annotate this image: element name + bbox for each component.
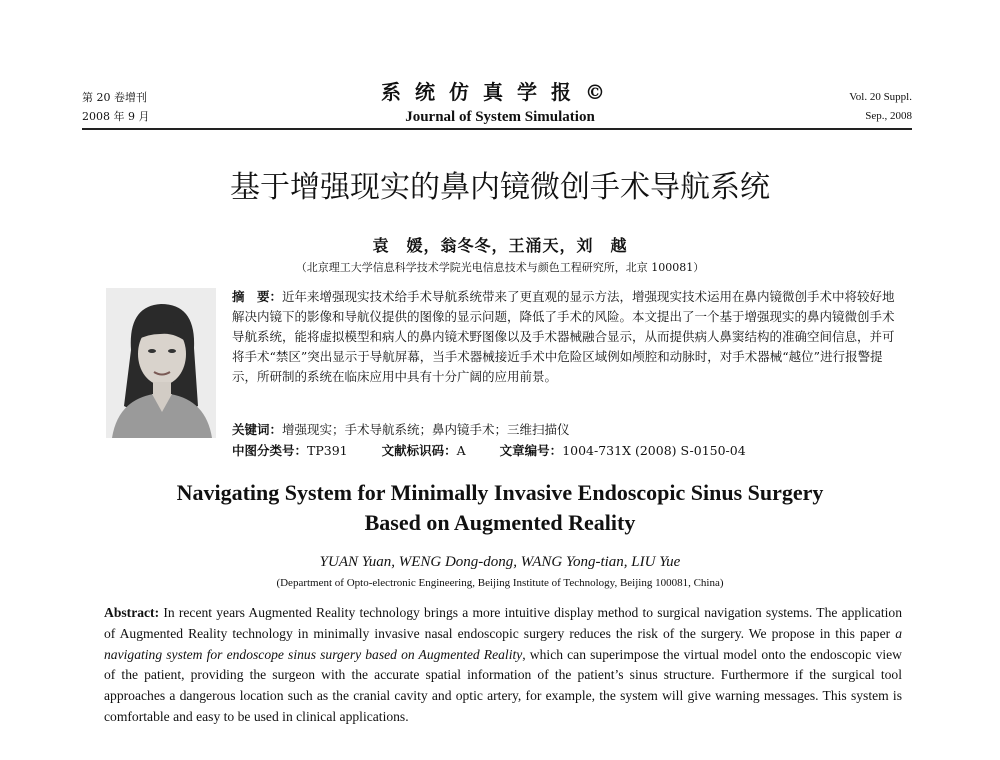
header-right <box>849 88 912 126</box>
publication-date-en: Sep., 2008 <box>865 110 912 122</box>
clc-label: 中图分类号： <box>232 443 308 458</box>
header-rule <box>82 128 912 130</box>
volume-issue: 第 20 卷增刊 <box>82 91 147 104</box>
abstract-en-text-1: In recent years Augmented Reality technology brings a more intuitive display method to surgical navigation systems. The application of Augmented Reality technology in minimally invasive nasal endoscopic surgery reduces the risk of the surgery. We propose in this paper <box>104 605 902 641</box>
doc-code-label: 文献标识码： <box>381 443 457 458</box>
abstract-cn-text: 近年来增强现实技术给手术导航系统带来了更直观的显示方法，增强现实技术运用在鼻内镜微创手术中将较好地解决内镜下的影像和导航仪提供的图像的显示问题，降低了手术的风险。本文提出了一个基于增强现实的鼻内镜微创手术导航系统，能将虚拟模型和病人的鼻内镜术野图像以及手术器械融合显示，从而提供病人鼻窦结构的准确空间信息，并可将手术“禁区”突出显示于导航屏幕，当手术器械接近手术中危险区域例如颅腔和动脉时，对手术器械“越位”进行报警提示，所研制的系统在临床应用中具有十分广阔的应用前景。 <box>232 289 895 384</box>
paper-title-en-line1: Navigating System for Minimally Invasive Endoscopic Sinus Surgery <box>176 480 824 505</box>
volume-en: Vol. 20 Suppl. <box>849 91 912 103</box>
affiliation-cn: （北京理工大学信息科学技术学院光电信息技术与颜色工程研究所，北京 100081） <box>295 261 705 274</box>
abstract-en-text-2: , which can superimpose the virtual model onto the endoscopic view of the patient, providing the surgeon with the accurate spatial information of the patient’s sinus structure. Furthermore if the surgical tool approaches a dangerous location such as the cranial cavity and optic artery, for example, the system will give warning messages. This system is comfortable and easy to be used in clinical applications. <box>104 646 902 724</box>
article-number-label: 文章编号： <box>499 443 563 458</box>
authors-en: YUAN Yuan, WENG Dong-dong, WANG Yong-tian, LIU Yue <box>319 554 681 570</box>
keywords-cn-label: 关键词： <box>232 422 283 437</box>
publication-date-cn: 2008 年 9 月 <box>82 110 150 123</box>
abstract-cn <box>232 287 900 387</box>
article-number-value: 1004-731X (2008) S-0150-04 <box>562 443 746 458</box>
paper-title-en <box>0 478 1000 538</box>
clc-value: TP391 <box>307 443 348 458</box>
journal-name-en: Journal of System Simulation <box>405 109 595 125</box>
abstract-en <box>104 603 902 728</box>
doc-code-value: A <box>456 443 466 458</box>
abstract-cn-label: 摘 要： <box>232 289 283 304</box>
authors-cn: 袁 媛，翁冬冬，王涌天，刘 越 <box>372 236 628 255</box>
author-portrait-image <box>106 288 216 438</box>
abstract-en-label: Abstract: <box>104 605 160 620</box>
journal-name-cn: 系统仿真学报© <box>381 80 619 104</box>
paper-title-en-line2: Based on Augmented Reality <box>364 510 636 535</box>
affiliation-en: (Department of Opto-electronic Engineering, Beijing Institute of Technology, Beijing 100081, China) <box>276 577 724 589</box>
abstract-en-emphasis: a navigating system for endoscope sinus surgery based on Augmented Reality <box>104 625 903 662</box>
paper-title-cn: 基于增强现实的鼻内镜微创手术导航系统 <box>230 170 770 205</box>
author-photo <box>106 288 216 438</box>
classification-line <box>232 441 900 461</box>
keywords-cn <box>232 420 900 440</box>
keywords-cn-text: 增强现实；手术导航系统；鼻内镜手术；三维扫描仪 <box>282 422 570 437</box>
